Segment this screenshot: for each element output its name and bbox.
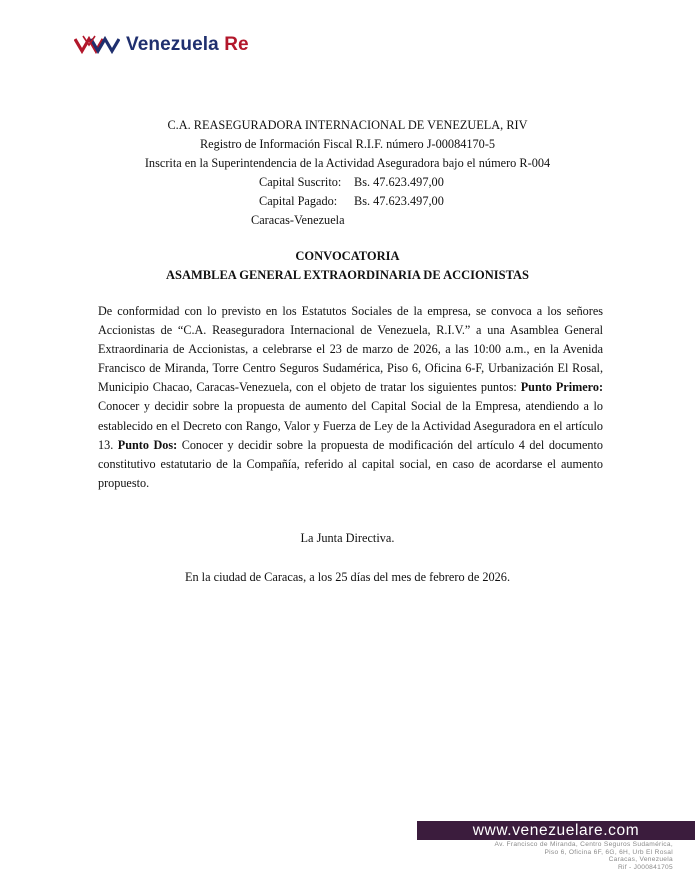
point-one-label: Punto Primero:: [520, 380, 604, 395]
address-line: Rif - J000841705: [617, 863, 673, 871]
capital-pagado-value: Bs. 47.623.497,00: [354, 194, 444, 208]
convocation-body: [98, 302, 603, 493]
address-line: Caracas, Venezuela: [608, 856, 673, 864]
body-intro: De conformidad con lo previsto en los Estatutos Sociales de la empresa, se convoca a los señores Accionistas de “C.A. Reaseguradora Internacional de Venezuela, R.I.V.” a una Asamblea General Extraordinaria de Accionistas, a celebrarse el 23 de marzo de 2026, a las 10:00 a.m., en la Avenida Francisco de Miranda, Torre Centro Seguros Sudamérica, Piso 6, Oficina 6-F, Urbanización El Rosal, Municipio Chacao, Caracas-Venezuela, con el objeto de tratar los siguientes puntos:: [98, 304, 603, 395]
address-line: Av. Francisco de Miranda, Centro Seguros Sudamérica,: [494, 841, 673, 848]
registration-line: Inscrita en la Superintendencia de la Actividad Aseguradora bajo el número R-004: [144, 156, 551, 170]
footer-website-bar: [417, 821, 695, 840]
footer-address: [417, 841, 673, 871]
rif-line: Registro de Información Fiscal R.I.F. número J-00084170-5: [199, 137, 496, 151]
point-two-label: Punto Dos:: [117, 437, 178, 452]
brand-name-part1: Venezuela: [126, 34, 219, 55]
city-line: Caracas-Venezuela: [251, 213, 345, 227]
company-logo: [74, 34, 249, 56]
website-link[interactable]: www.venezuelare.com: [472, 821, 640, 839]
capital-suscrito-value: Bs. 47.623.497,00: [354, 175, 444, 189]
document-subtitle: ASAMBLEA GENERAL EXTRAORDINARIA DE ACCIONISTAS: [165, 268, 530, 282]
address-line: Piso 6, Oficina 6F, 6G, 6H, Urb El Rosal: [544, 848, 673, 856]
date-line: En la ciudad de Caracas, a los 25 días del mes de febrero de 2026.: [184, 570, 511, 584]
capital-pagado-label: Capital Pagado:: [259, 194, 338, 208]
signer: La Junta Directiva.: [300, 531, 395, 545]
brand-name-part2: Re: [224, 34, 249, 55]
document-title: CONVOCATORIA: [295, 249, 400, 263]
point-one-text: Conocer y decidir sobre la propuesta de aumento del Capital Social de la Empresa, atendiendo a lo establecido en el Decreto con Rango, Valor y Fuerza de Ley de la Actividad Aseguradora en el artículo 13.: [98, 399, 603, 452]
venezuela-re-logo-icon: [74, 34, 120, 56]
capital-suscrito-label: Capital Suscrito:: [259, 175, 342, 189]
brand-name: [126, 34, 249, 56]
company-name: C.A. REASEGURADORA INTERNACIONAL DE VENEZUELA, RIV: [167, 118, 528, 132]
point-two-text: Conocer y decidir sobre la propuesta de modificación del artículo 4 del documento constitutivo estatutario de la Compañía, referido al capital social, en caso de acordarse el aumento propuesto.: [98, 437, 603, 490]
